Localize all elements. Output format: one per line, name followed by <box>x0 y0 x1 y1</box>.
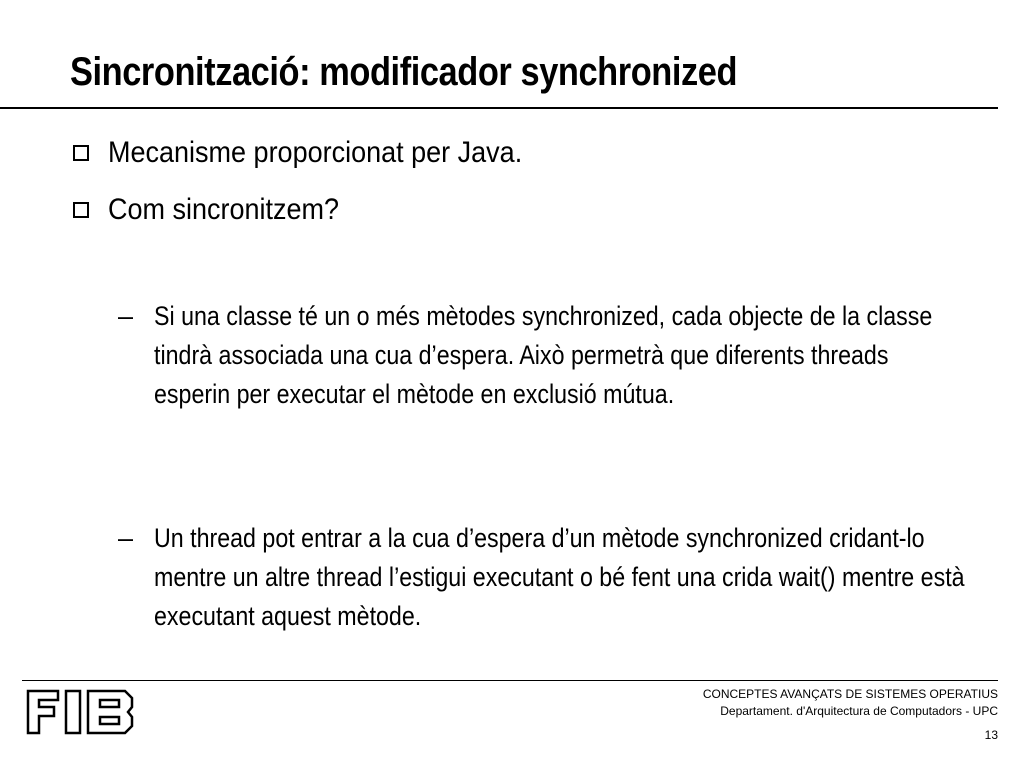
slide-title: Sincronització: modificador synchronized <box>70 50 738 94</box>
square-bullet-icon <box>73 145 89 161</box>
sub-bullet-item <box>118 519 988 636</box>
title-divider <box>0 107 998 109</box>
sub-bullet-text: Un thread pot entrar a la cua d’espera d’un mètode synchronized cridant-lo mentre un altre thread l’estigui executant o bé fent una crida wait() mentre està executant aquest mètode. <box>154 523 965 631</box>
fib-logo <box>24 687 136 737</box>
bullet-item <box>73 136 568 170</box>
dash-bullet: – <box>118 301 134 331</box>
course-name: CONCEPTES AVANÇATS DE SISTEMES OPERATIUS <box>702 687 998 701</box>
bullet-text: Mecanisme proporcionat per Java. <box>108 136 523 169</box>
bullet-text: Com sincronitzem? <box>108 193 340 226</box>
dash-bullet: – <box>118 523 134 553</box>
page-number: 13 <box>984 728 998 742</box>
sub-bullet-item <box>118 297 988 414</box>
square-bullet-icon <box>73 202 89 218</box>
footer-divider <box>22 680 998 681</box>
bullet-item <box>73 193 365 227</box>
department-name: Departament. d'Arquitectura de Computadors - UPC <box>720 704 998 718</box>
sub-bullet-text: Si una classe té un o més mètodes synchronized, cada objecte de la classe tindrà associada una cua d’espera. Això permetrà que diferents threads esperin per executar el mètode en exclusió mútua. <box>154 301 933 409</box>
